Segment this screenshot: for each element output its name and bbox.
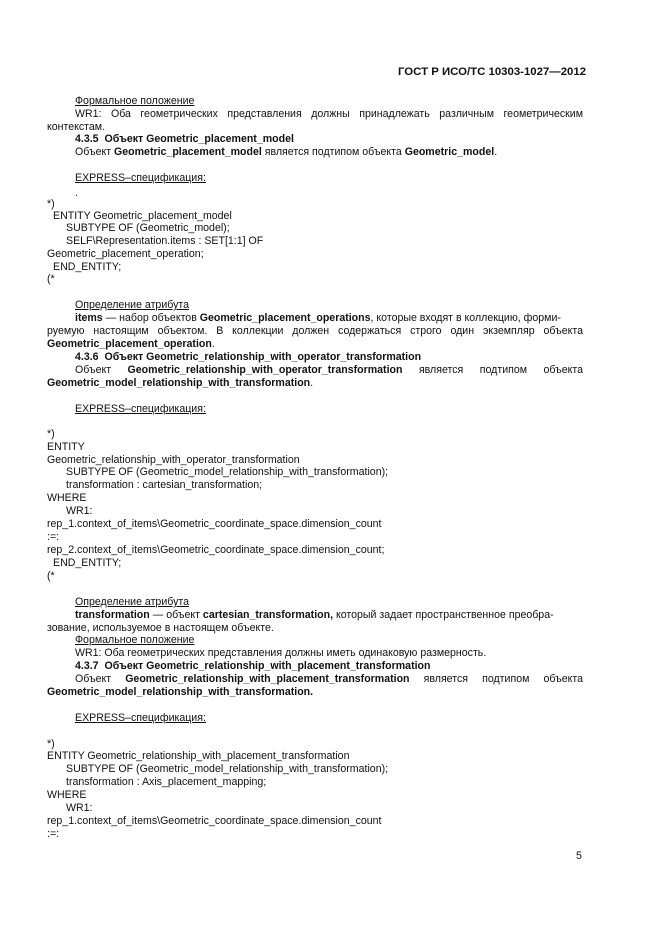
attribute-definition-line <box>75 609 554 621</box>
code-line: :=: <box>47 828 60 840</box>
sentence-text: подтипом <box>479 364 528 376</box>
code-line: *) <box>47 738 55 750</box>
formal-statement-heading: Формальное положение <box>75 634 195 646</box>
code-line: transformation : cartesian_transformation; <box>66 479 263 491</box>
code-line: rep_1.context_of_items\Geometric_coordinate_space.dimension_count <box>47 815 382 827</box>
definition-text: — объект <box>149 609 203 621</box>
definition-text: , которые входят в коллекцию, форми- <box>370 312 561 324</box>
code-line: END_ENTITY; <box>53 261 122 273</box>
page-number: 5 <box>576 850 582 862</box>
attribute-definition-line: руемую настоящим объектом. В коллекции должен содержаться строго один экземпляр объекта <box>47 325 583 337</box>
sentence-text: объекта <box>543 364 583 376</box>
sentence-text: объекта <box>543 673 583 685</box>
code-line: ENTITY <box>47 441 85 453</box>
attribute-definition-line <box>75 312 561 324</box>
entity-name: Geometric_placement_model <box>114 146 262 158</box>
express-spec-heading: EXPRESS–спецификация: <box>75 172 206 184</box>
code-line: ENTITY Geometric_placement_model <box>53 210 232 222</box>
code-line: ENTITY Geometric_relationship_with_placement_transformation <box>47 750 350 762</box>
subtype-sentence <box>75 364 583 376</box>
code-line: WR1: <box>66 505 93 517</box>
code-line: END_ENTITY; <box>53 557 122 569</box>
wr1-text-line: WR1: Оба геометрических представления должны иметь одинаковую размерность. <box>75 647 487 659</box>
entity-name: Geometric_placement_operations <box>199 312 371 324</box>
attribute-name: items <box>75 312 103 324</box>
code-line: SUBTYPE OF (Geometric_model_relationship_with_transformation); <box>66 466 389 478</box>
definition-text: который задает пространственное преобра- <box>333 609 554 621</box>
formal-statement-heading: Формальное положение <box>75 95 195 107</box>
attribute-definition-heading: Определение атрибута <box>75 596 190 608</box>
code-line: (* <box>47 570 55 582</box>
section-number: 4.3.7 <box>75 660 99 672</box>
standard-header: ГОСТ Р ИСО/ТС 10303-1027—2012 <box>398 66 587 78</box>
wr1-text-line: контекстам. <box>47 121 106 133</box>
entity-name: Geometric_placement_operation <box>47 338 212 350</box>
definition-text: . <box>211 338 215 350</box>
entity-name: cartesian_transformation, <box>202 609 334 621</box>
code-line: :=: <box>47 531 60 543</box>
code-line: rep_2.context_of_items\Geometric_coordinate_space.dimension_count; <box>47 544 385 556</box>
code-line: WHERE <box>47 789 87 801</box>
subtype-sentence <box>75 673 583 685</box>
entity-name: Geometric_model <box>404 146 495 158</box>
express-spec-heading: EXPRESS–спецификация: <box>75 403 206 415</box>
stray-dot: . <box>75 187 78 199</box>
sentence-text: . <box>494 146 498 158</box>
attribute-definition-heading: Определение атрибута <box>75 299 190 311</box>
subtype-sentence <box>47 686 313 698</box>
section-title: Объект Geometric_relationship_with_operator_transformation <box>104 351 422 363</box>
code-line: SELF\Representation.items : SET[1:1] OF <box>66 235 264 247</box>
sentence-text: Объект <box>75 673 112 685</box>
sentence-text: . <box>310 377 314 389</box>
code-line: SUBTYPE OF (Geometric_model); <box>66 222 230 234</box>
sentence-text: Объект <box>75 364 112 376</box>
attribute-definition-line <box>47 338 215 350</box>
section-heading-4-3-6 <box>75 351 421 363</box>
code-line: *) <box>47 428 55 440</box>
entity-name: Geometric_relationship_with_placement_transformation <box>125 673 410 685</box>
code-line: (* <box>47 273 55 285</box>
subtype-sentence <box>75 146 497 158</box>
code-line: WHERE <box>47 492 87 504</box>
sentence-text: Объект <box>75 146 115 158</box>
express-spec-heading: EXPRESS–спецификация: <box>75 712 206 724</box>
section-number: 4.3.5 <box>75 133 99 145</box>
sentence-text: является <box>418 364 464 376</box>
attribute-name: transformation <box>75 609 150 621</box>
section-heading-4-3-7 <box>75 660 431 672</box>
attribute-definition-line: зование, используемое в настоящем объекте. <box>47 622 274 634</box>
code-line: *) <box>47 198 55 210</box>
section-number: 4.3.6 <box>75 351 99 363</box>
entity-name: Geometric_relationship_with_operator_transformation <box>127 364 403 376</box>
code-line: SUBTYPE OF (Geometric_model_relationship_with_transformation); <box>66 763 389 775</box>
entity-name: Geometric_model_relationship_with_transformation. <box>47 686 314 698</box>
wr1-text-line: WR1: Оба геометрических представления должны принадлежать различным геометрическим <box>75 108 583 120</box>
section-title: Объект Geometric_placement_model <box>104 133 294 145</box>
subtype-sentence <box>47 377 313 389</box>
definition-text: — набор объектов <box>102 312 200 324</box>
code-line: Geometric_relationship_with_operator_transformation <box>47 454 300 466</box>
sentence-text: подтипом <box>482 673 530 685</box>
sentence-text: является подтипом объекта <box>261 146 405 158</box>
code-line: rep_1.context_of_items\Geometric_coordinate_space.dimension_count <box>47 518 382 530</box>
code-line: Geometric_placement_operation; <box>47 248 204 260</box>
code-line: transformation : Axis_placement_mapping; <box>66 776 267 788</box>
code-line: WR1: <box>66 802 93 814</box>
section-title: Объект Geometric_relationship_with_placement_transformation <box>104 660 431 672</box>
sentence-text: является <box>423 673 468 685</box>
entity-name: Geometric_model_relationship_with_transformation <box>47 377 311 389</box>
section-heading-4-3-5 <box>75 133 294 145</box>
